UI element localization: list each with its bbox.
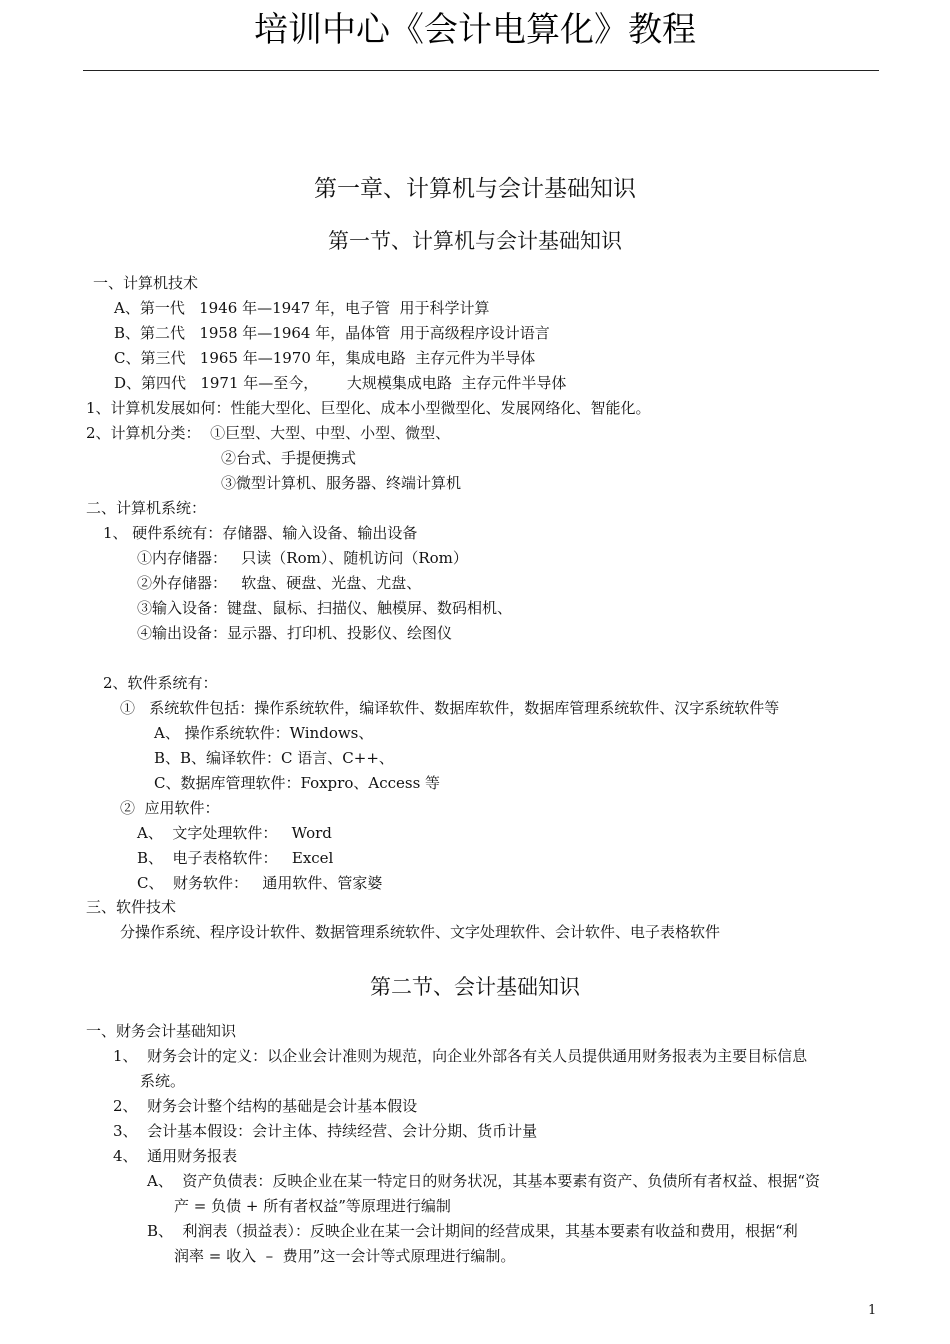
page-number: 1 [868,1303,877,1318]
section-2-title: 第二节、会计基础知识 [370,975,580,999]
text-line: 润率 = 收入 – 费用”这一会计等式原理进行编制。 [174,1247,516,1265]
text-line: B、第二代 1958 年—1964 年，晶体管 用于高级程序设计语言 [114,324,550,342]
text-line: 系统。 [140,1072,186,1090]
text-line: C、 财务软件： 通用软件、管家婆 [137,874,383,892]
text-line: C、第三代 1965 年—1970 年，集成电路 主存元件为半导体 [114,349,536,367]
text-line: A、 文字处理软件： Word [137,824,332,842]
text-line: 三、软件技术 [86,898,177,916]
text-line: 4、 通用财务报表 [113,1147,238,1165]
text-line: 一、计算机技术 [93,274,199,292]
text-line: 2、软件系统有： [103,674,218,692]
text-line: 1、计算机发展如何：性能大型化、巨型化、成本小型微型化、发展网络化、智能化。 [86,399,651,417]
text-line: D、第四代 1971 年—至今， 大规模集成电路 主存元件半导体 [114,374,567,392]
text-line: 分操作系统、程序设计软件、数据管理系统软件、文字处理软件、会计软件、电子表格软件 [120,923,721,941]
text-line: ③微型计算机、服务器、终端计算机 [221,474,462,492]
chapter-title: 第一章、计算机与会计基础知识 [314,176,636,202]
text-line: ① 系统软件包括：操作系统软件，编译软件、数据库软件，数据库管理系统软件、汉字系统软件等 [120,699,780,717]
text-line: 产 = 负债 + 所有者权益”等原理进行编制 [174,1197,451,1215]
text-line: B、B、编译软件：C 语言、C++、 [154,749,394,767]
text-line: ①内存储器： 只读（Rom）、随机访问（Rom） [137,549,468,567]
section-1-title: 第一节、计算机与会计基础知识 [328,229,622,253]
document-header-title: 培训中心《会计电算化》教程 [254,10,696,50]
text-line: B、 电子表格软件： Excel [137,849,334,867]
text-line: ②台式、手提便携式 [221,449,357,467]
text-line: 二、计算机系统： [86,499,207,517]
text-line: 2、计算机分类： ①巨型、大型、中型、小型、微型、 [86,424,451,442]
text-line: A、 资产负债表：反映企业在某一特定日的财务状况，其基本要素有资产、负债所有者权益、根据“资 [147,1172,821,1190]
text-line: A、第一代 1946 年—1947 年，电子管 用于科学计算 [114,299,490,317]
text-line: A、 操作系统软件：Windows、 [154,724,374,742]
text-line: ④输出设备：显示器、打印机、投影仪、绘图仪 [137,624,453,642]
text-line: 1、 硬件系统有：存储器、输入设备、输出设备 [103,524,418,542]
text-line: ③输入设备：键盘、鼠标、扫描仪、触模屏、数码相机、 [137,599,513,617]
text-line: 1、 财务会计的定义：以企业会计准则为规范，向企业外部各有关人员提供通用财务报表为主要目标信息 [113,1047,808,1065]
text-line: 3、 会计基本假设：会计主体、持续经营、会计分期、货币计量 [113,1122,538,1140]
text-line: ②外存储器： 软盘、硬盘、光盘、尤盘、 [137,574,422,592]
header-rule [83,70,879,71]
text-line: 2、 财务会计整个结构的基础是会计基本假设 [113,1097,418,1115]
text-line: B、 利润表（损益表）：反映企业在某一会计期间的经营成果，其基本要素有收益和费用，根据“利 [147,1222,798,1240]
text-line: 一、财务会计基础知识 [86,1022,237,1040]
text-line: C、数据库管理软件：Foxpro、Access 等 [154,774,441,792]
text-line: ② 应用软件： [120,799,220,817]
